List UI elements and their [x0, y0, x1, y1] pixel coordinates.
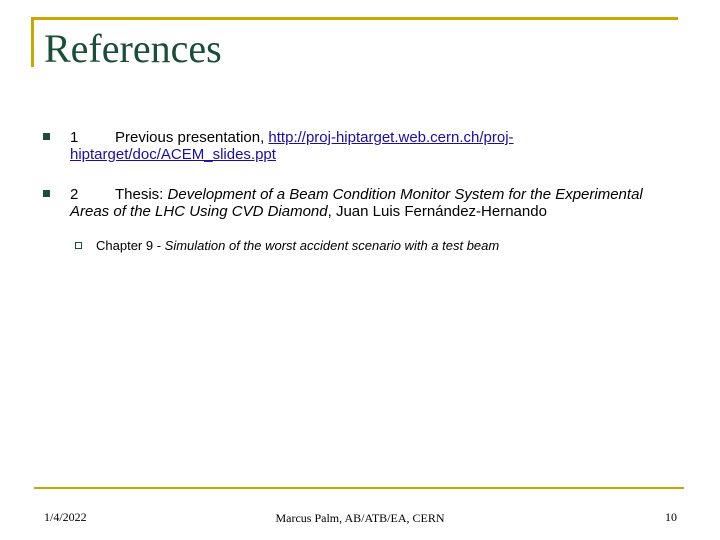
reference-label: Thesis:	[115, 186, 168, 203]
thesis-author: , Juan Luis Fernández-Hernando	[327, 203, 547, 220]
title-frame-left-rule	[31, 17, 34, 67]
reference-label: Previous presentation,	[115, 129, 269, 146]
title-frame-top-rule	[31, 17, 678, 20]
reference-subitem	[96, 238, 656, 254]
thesis-title: Development of a Beam Condition Monitor System for the Experimental Areas of the LHC Using CVD Diamond	[70, 186, 643, 220]
footer-author: Marcus Palm, AB/ATB/EA, CERN	[275, 511, 445, 525]
reference-item-2	[70, 186, 660, 220]
footer-date: 1/4/2022	[44, 510, 87, 524]
subitem-prefix: Chapter 9 -	[96, 238, 165, 253]
page-number: 10	[665, 510, 677, 524]
reference-number: 2	[70, 186, 79, 203]
sub-bullet-hollow-square-icon	[75, 242, 82, 249]
bullet-square-icon	[43, 190, 50, 197]
reference-number: 1	[70, 129, 79, 146]
reference-item-1	[70, 129, 660, 163]
slide-title: References	[44, 26, 222, 71]
reference-link[interactable]: http://proj-hiptarget.web.cern.ch/proj-hiptarget/doc/ACEM_slides.ppt	[70, 129, 514, 163]
bullet-square-icon	[43, 133, 50, 140]
subitem-chapter-title: Simulation of the worst accident scenario with a test beam	[164, 238, 500, 253]
footer-rule	[34, 487, 684, 489]
